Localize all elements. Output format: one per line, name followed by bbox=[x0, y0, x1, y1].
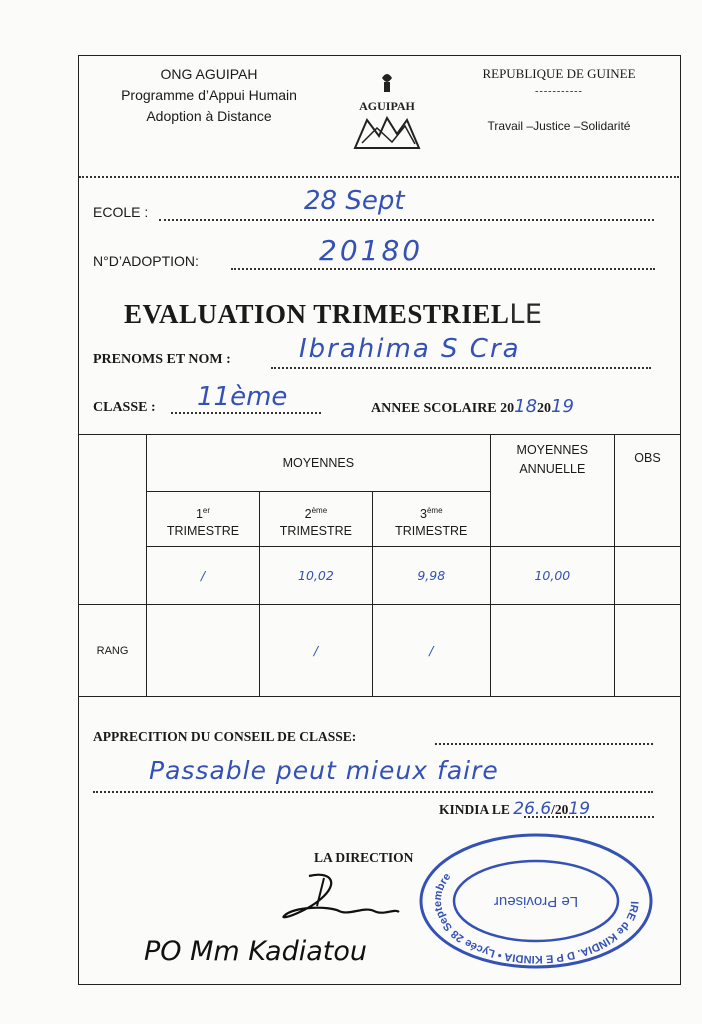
logo-text: AGUIPAH bbox=[359, 99, 415, 113]
org-program: Programme d’Appui Humain bbox=[121, 87, 297, 103]
name-label: PRENOMS ET NOM : bbox=[93, 352, 231, 367]
trimester-1-header: 1er TRIMESTRE bbox=[147, 492, 260, 547]
trimester-3-header: 3ème TRIMESTRE bbox=[372, 492, 490, 547]
rank-trimester-2: / bbox=[259, 605, 372, 697]
ecole-line bbox=[159, 219, 654, 221]
classe-value: 11ème bbox=[197, 382, 288, 412]
republic-separator: ----------- bbox=[535, 86, 583, 97]
aguipah-logo bbox=[337, 68, 437, 150]
annee-scolaire: ANNEE SCOLAIRE 20182019 bbox=[371, 396, 574, 417]
org-name: ONG AGUIPAH bbox=[160, 66, 258, 82]
rank-obs bbox=[615, 605, 681, 697]
appreciation-line-1 bbox=[435, 743, 653, 745]
title-end: LE bbox=[509, 299, 543, 330]
signature-mark bbox=[269, 866, 409, 936]
republic-title: REPUBLIQUE DE GUINEE bbox=[482, 66, 636, 81]
page-title: EVALUATION TRIMESTRIELLE bbox=[124, 299, 543, 330]
adoption-value: 20180 bbox=[319, 234, 424, 267]
name-value: Ibrahima S Cra bbox=[299, 334, 521, 364]
classe-line bbox=[171, 412, 321, 414]
republic-motto: Travail –Justice –Solidarité bbox=[487, 119, 631, 133]
rang-label: RANG bbox=[79, 605, 147, 697]
date-line bbox=[524, 816, 654, 818]
school-stamp bbox=[416, 831, 656, 971]
org-block bbox=[79, 64, 339, 127]
obs-header: OBS bbox=[615, 435, 681, 547]
moyennes-annuelle-header: MOYENNES ANNUELLE bbox=[490, 435, 614, 547]
republic-block bbox=[449, 66, 669, 133]
score-trimester-1: / bbox=[147, 547, 260, 605]
stamp-ring-text: IRE de KINDIA. D P E KINDIA • Lycée 28 Septembre bbox=[431, 870, 641, 966]
grades-table bbox=[78, 434, 681, 697]
corner-cell bbox=[79, 435, 147, 605]
trimester-2-header: 2ème TRIMESTRE bbox=[259, 492, 372, 547]
evaluation-form bbox=[78, 55, 681, 985]
moyennes-header: MOYENNES bbox=[147, 435, 491, 492]
org-adoption: Adoption à Distance bbox=[146, 108, 272, 124]
name-line bbox=[271, 367, 651, 369]
adoption-label: N°D’ADOPTION: bbox=[93, 253, 199, 269]
score-trimester-3: 9,98 bbox=[372, 547, 490, 605]
appreciation-line-2 bbox=[93, 791, 653, 793]
stamp-center-text: Le Proviseur bbox=[493, 893, 579, 910]
score-trimester-2: 10,02 bbox=[259, 547, 372, 605]
adoption-line bbox=[231, 268, 655, 270]
rank-trimester-3: / bbox=[372, 605, 490, 697]
obs-value bbox=[615, 547, 681, 605]
ecole-value: 28 Sept bbox=[304, 186, 405, 216]
classe-label: CLASSE : bbox=[93, 400, 156, 415]
appreciation-label: APPRECITION DU CONSEIL DE CLASSE: bbox=[93, 729, 357, 744]
direction-label: LA DIRECTION bbox=[314, 850, 414, 865]
rank-trimester-1 bbox=[147, 605, 260, 697]
score-annual: 10,00 bbox=[490, 547, 614, 605]
rank-annual bbox=[490, 605, 614, 697]
appreciation-value: Passable peut mieux faire bbox=[149, 756, 499, 785]
signature-note: PO Mm Kadiatou bbox=[144, 936, 367, 967]
ecole-label: ECOLE : bbox=[93, 204, 149, 220]
date-block: KINDIA LE 26.6/2019 bbox=[439, 799, 591, 819]
header-divider bbox=[79, 176, 679, 178]
